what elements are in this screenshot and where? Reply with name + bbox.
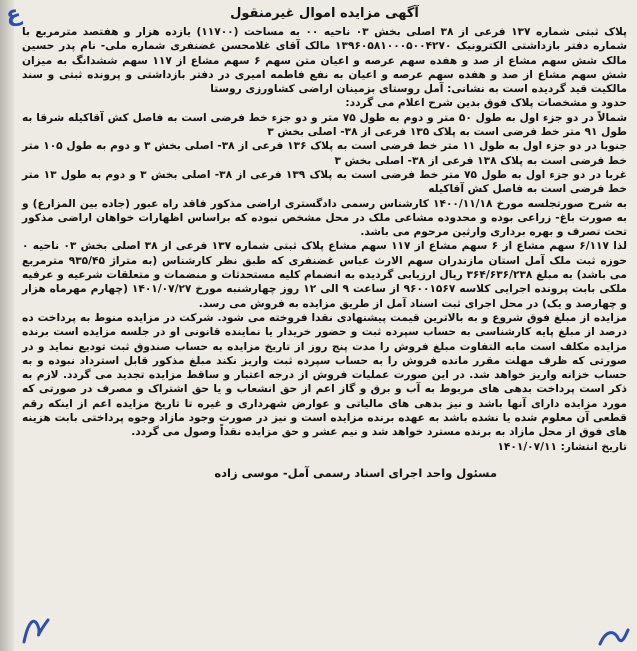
signer-line: مسئول واحد اجرای اسناد رسمی آمل- موسی زاده bbox=[214, 465, 497, 480]
property-intro: پلاک ثبتی شماره ۱۳۷ فرعی از ۳۸ اصلی بخش ۰۳ ناحیه ۰۰ به مساحت (۱۱۷۰۰) یازده هزار و هفتصد مترمربع با شماره دفتر بازداشتی الکترونیک ۱۳۹۶۰۵۸۱۰۰۰۵۰۰۴۲۷۰ مالک آقای غلامحسن غضنفری شماره ملی- نام پدر حسین مالک شش سهم مشاع از صد و هفده سهم عرصه و اعیان متن سهم ۶ سهم مشاع از ۱۱۷ سهم ششدانگ به میزان شش سهم مشاع از صد و هفده سهم عرصه و اعیان به نفع فاطمه امیری در دفتر بازداشتی و پرونده ثبتی و سند مالکیت قید گردیده است به نشانی: آمل روستای بزمینان اراضی کشاورزی روستا bbox=[22, 26, 627, 96]
handwritten-scribble-right bbox=[596, 626, 630, 648]
page-edge-shadow bbox=[0, 0, 14, 651]
expert-report: به شرح صورتجلسه مورخ ۱۴۰۰/۱۱/۱۸ کارشناس رسمی دادگستری اراضی مذکور فاقد راه عبور (جاده بین المزارع) و به صورت باغ- زراعی بوده و محدوده مشاعی ملک در محل مشخص نبوده که براساس اظهارات خواهان اراضی مذکور تحت تصرف و بهره برداری وارثین مرحوم می باشد. bbox=[22, 197, 627, 239]
boundaries-heading: حدود و مشخصات پلاک فوق بدین شرح اعلام می گردد: bbox=[345, 97, 627, 110]
auction-notice bbox=[22, 6, 627, 481]
publish-date: تاریخ انتشار: ۱۴۰۱/۰۷/۱۱ bbox=[497, 440, 627, 453]
handwritten-scribble bbox=[18, 612, 58, 648]
valuation-paragraph: لذا ۶/۱۱۷ سهم مشاع از ۶ سهم مشاع از ۱۱۷ سهم مشاع پلاک ثبتی شماره ۱۳۷ فرعی از ۳۸ اصلی بخش ۰۳ ناحیه ۰ حوزه ثبت ملک آمل استان مازندران سهم الارث عباس غضنفری که طبق نظر کارشناس (به متراژ ۹۳۵/۴۵ مترمربع می باشد) به مبلغ ۳۶۴/۶۳۶/۲۳۸ ریال ارزیابی گردیده به انضمام کلیه مستحدثات و منضمات و متعلقات شرعیه و عرفیه ملکی بابت پرونده اجرایی کلاسه ۹۶۰۰۱۵۶۷ از ساعت ۹ الی ۱۲ روز چهارشنبه مورخ ۱۴۰۱/۰۷/۲۷ (چهارم مهرماه هزار و چهارصد و یک) در محل اجرای ثبت اسناد آمل از طریق مزایده به فروش می رسد. bbox=[22, 240, 627, 310]
handwritten-mark: ﻉ bbox=[4, 1, 23, 28]
boundary-west: غربا در دو جزء اول به طول ۷۵ متر خط فرضی است به پلاک ۱۳۹ فرعی از ۳۸- اصلی بخش ۳ و دوم به طول ۱۳ متر خط فرضی است به فاصل کش آقاکیله bbox=[22, 168, 627, 196]
boundary-north-east: شمالاً در دو جزء اول به طول ۵۰ متر و دوم به طول ۷۵ متر و دو جزء خط فرضی است به فاصل کش آقاکیله شرقا به طول ۹۱ متر خط فرضی است به پلاک ۱۳۵ فرعی از ۳۸- اصلی بخش ۳ bbox=[22, 111, 627, 139]
boundary-south: جنوبا در دو جزء اول به طول ۱۱ متر خط فرضی است به پلاک ۱۳۶ فرعی از ۳۸- اصلی بخش ۳ و دوم به طول ۱۰۵ متر خط فرضی است به پلاک ۱۳۸ فرعی از ۳۸- اصلی بخش ۳ bbox=[22, 140, 627, 167]
notice-title: آگهی مزایده اموال غیرمنقول bbox=[230, 6, 419, 21]
auction-terms: مزایده از مبلغ فوق شروع و به بالاترین قیمت پیشنهادی نقدا فروخته می شود. شرکت در مزایده منوط به پرداخت ده درصد از مبلغ پایه کارشناسی به حساب سپرده ثبت و حضور خریدار یا نماینده قانونی او در جلسه مزایده است برنده مزایده مکلف است مابه التفاوت مبلغ فروش را مدت پنج روز از تاریخ مزایده به حساب صندوق ثبت تودیع نماید و در صورتی که ظرف مهلت مقرر مانده فروش را به حساب سپرده ثبت واریز نکند مبلغ مذکور قابل استرداد نبوده و به حساب خزانه واریز خواهد شد. در این صورت عملیات فروش از درجه اعتبار و ساقط مزایده تجدید می گردد. لازم به ذکر است پرداخت بدهی های مربوط به آب و برق و گاز اعم از حق انشعاب و یا حق اشتراک و مصرف در صورتی که مورد مزایده دارای آنها باشد و نیز بدهی های مالیاتی و عوارض شهرداری و غیره تا تاریخ مزایده اعم از اینکه رقم قطعی آن معلوم شده یا نشده باشد به عهده برنده مزایده است و نیز در صورت وجود مازاد وجوه پرداختی بابت هزینه های فوق از محل مازاد به برنده مسترد خواهد شد و نیم عشر و حق مزایده نقداً وصول می گردد. bbox=[22, 311, 627, 439]
